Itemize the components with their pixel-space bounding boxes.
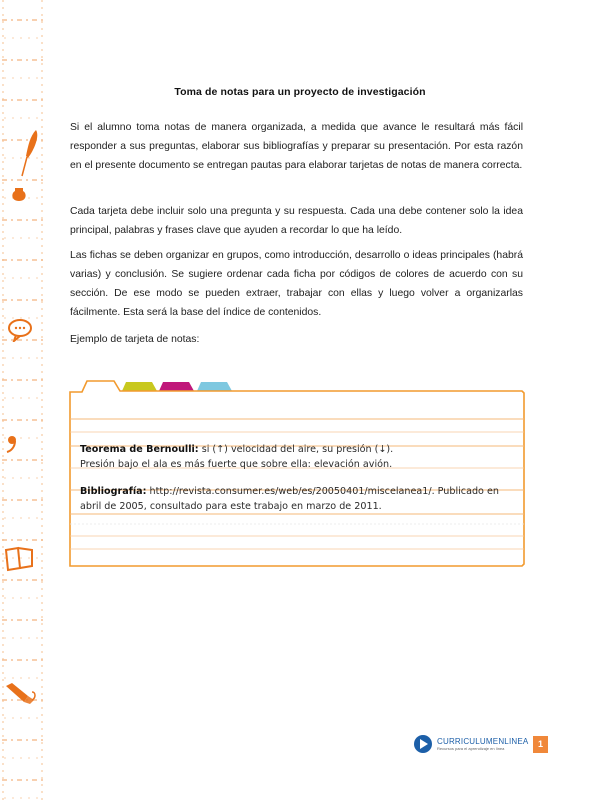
card-entry-bernoulli xyxy=(80,443,520,472)
decorative-margin xyxy=(0,0,46,800)
intro-paragraph: Si el alumno toma notas de manera organizada, a medida que avance le resultará más fácil responder a sus preguntas, elaborar sus bibliografías y preparar su presentación. Por esta razón en el presente documento se entregan pautas para elaborar tarjetas de notas de manera correcta. xyxy=(70,122,523,171)
logo-name: CURRICULUMENLINEA xyxy=(437,736,529,746)
entry-text: si (↑) velocidad del aire, su presión (↓). xyxy=(198,444,394,455)
card-rules-paragraph: Cada tarjeta debe incluir solo una pregunta y su respuesta. Cada una debe contener solo la idea principal, palabras y frases clave que ayuden a recordar lo que ha leído. xyxy=(70,206,523,236)
play-logo-icon xyxy=(414,735,432,753)
logo-subtitle: Recursos para el aprendizaje en línea xyxy=(437,745,505,751)
quill-pen-icon xyxy=(18,128,40,178)
entry-label: Bibliografía: xyxy=(80,486,147,497)
entry-text: Presión bajo el ala es más fuerte que sobre ella: elevación avión. xyxy=(80,458,393,470)
page-title: Toma de notas para un proyecto de investigación xyxy=(174,86,426,98)
ink-pot-icon xyxy=(10,186,28,202)
note-card-frame xyxy=(68,378,526,568)
dashed-pattern xyxy=(0,0,46,800)
comma-icon xyxy=(5,435,17,453)
tab-yellow xyxy=(122,382,157,391)
entry-label: Teorema de Bernoulli: xyxy=(80,444,199,455)
open-book-icon xyxy=(4,546,36,572)
organization-paragraph: Las fichas se deben organizar en grupos, como introducción, desarrollo o ideas principales (habrá varias) y conclusión. Se sugiere ordenar cada ficha por códigos de colores de acuerdo con su sección. De ese modo se pueden extraer, trabajar con ellas y luego volver a organizarlas fácilmente. Esta será la base del índice de contenidos. xyxy=(70,250,523,318)
tab-blue xyxy=(197,382,232,391)
tab-magenta xyxy=(159,382,194,391)
example-label: Ejemplo de tarjeta de notas: xyxy=(70,334,200,345)
speech-bubble-icon xyxy=(7,318,33,342)
pencil-icon xyxy=(4,682,38,706)
card-entry-bibliography xyxy=(80,485,520,514)
note-card xyxy=(68,378,526,568)
entry-text: http://revista.consumer.es/web/es/20050401/miscelanea1/. Publicado en abril de 2005, consultado para este trabajo en marzo de 2011. xyxy=(80,486,499,512)
curriculum-logo xyxy=(414,735,528,753)
page-number: 1 xyxy=(533,736,548,753)
